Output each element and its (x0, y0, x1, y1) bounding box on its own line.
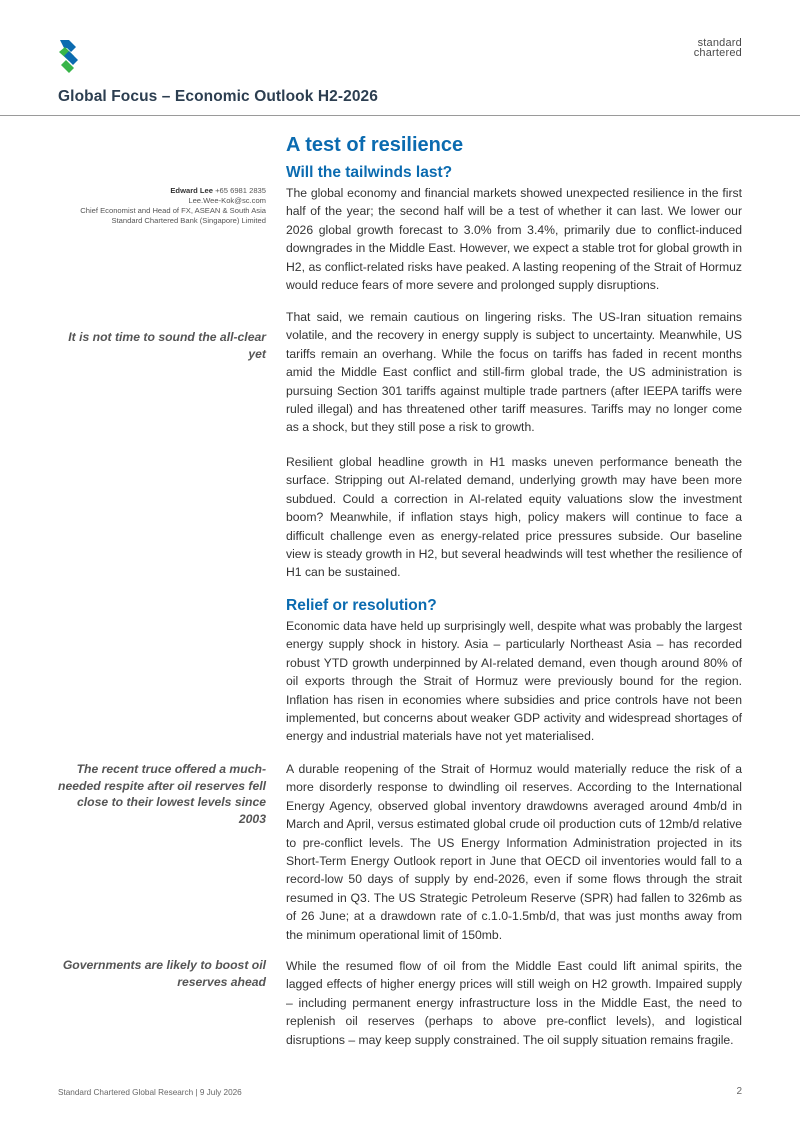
author-name: Edward Lee (170, 186, 213, 195)
paragraph: Economic data have held up surprisingly well, despite what was probably the largest energy supply shock in history. Asia – particularly Northeast Asia – has recorded robust YTD growth underpinned by AI-related demand, even though around 80% of oil exports through the Strait of Hormuz were previously bound for the region. Inflation has risen in economies where subsidies and price controls have not been implemented, but concerns about weaker GDP activity and widespread shortages of energy and industrial materials have not yet materialised. (286, 619, 742, 744)
report-title: Global Focus – Economic Outlook H2-2026 (58, 88, 378, 105)
section-heading-relief: Relief or resolution? (286, 597, 437, 614)
sidenote-reserves: Governments are likely to boost oil reserves ahead (62, 958, 266, 989)
brand-line-2: chartered (693, 47, 742, 59)
author-role: Chief Economist and Head of FX, ASEAN & South Asia (80, 206, 266, 215)
paragraph: That said, we remain cautious on lingering risks. The US-Iran situation remains volatile, and the recovery in energy supply is subject to uncertainty. Meanwhile, US tariffs remain an overhang. While the focus on tariffs has faded in recent months amid the Middle East conflict and still-firm global trade, the US administration is pursuing Section 301 tariffs against multiple trade partners (after IEEPA tariffs were ruled illegal) and has threatened other tariff measures. Tariffs may no longer come as a shock, but they still pose a risk to growth. (286, 310, 742, 435)
paragraph: Resilient global headline growth in H1 masks uneven performance beneath the surface. Stripping out AI-related demand, underlying growth may have been more subdued. Could a correction in AI-related equity valuations slow the investment boom? Meanwhile, if inflation stays high, policy makers will continue to face a difficult challenge even as energy-related price pressures subside. Our baseline view is steady growth in H2, but several headwinds will test whether the resilience of H1 can be sustained. (286, 455, 742, 580)
author-email: Lee.Wee-Kok@sc.com (188, 196, 266, 205)
author-phone: +65 6981 2835 (215, 186, 266, 195)
header-divider (0, 115, 800, 116)
brand-line-1: standard (697, 37, 742, 49)
article-title: A test of resilience (286, 134, 464, 156)
paragraph: The global economy and financial markets showed unexpected resilience in the first half of the year; the second half will be a test of whether it can last. We lower our 2026 global growth forecast to 3.0% from 3.4%, primarily due to conflict-induced downgrades in the Middle East. However, we expect a stable trot for global growth in H2, as conflict-related risks have peaked. A lasting reopening of the Strait of Hormuz would reduce fears of more severe and prolonged supply disruptions. (286, 186, 742, 293)
sidenote-truce: The recent truce offered a much-needed respite after oil reserves fell close to their lowest levels since 2003 (58, 762, 266, 826)
brand-wordmark (694, 38, 742, 58)
footer-source: Standard Chartered Global Research | 9 July 2026 (58, 1088, 242, 1097)
sidenote-all-clear: It is not time to sound the all-clear yet (68, 330, 266, 361)
page-number: 2 (736, 1086, 742, 1097)
paragraph: While the resumed flow of oil from the Middle East could lift animal spirits, the lagged effects of higher energy prices will still weigh on H2 growth. Impaired supply – including permanent energy infrastructure loss in the Middle East, the need to replenish oil reserves (perhaps to above pre-conflict levels), and logistical disruptions – may keep supply constrained. The oil supply situation remains fragile. (286, 959, 742, 1047)
author-org: Standard Chartered Bank (Singapore) Limited (111, 216, 266, 225)
section-heading-tailwinds: Will the tailwinds last? (286, 164, 453, 181)
author-block (26, 186, 266, 226)
standard-chartered-logo-icon (56, 38, 82, 76)
paragraph: A durable reopening of the Strait of Hormuz would materially reduce the risk of a more disorderly response to dwindling oil reserves. According to the International Energy Agency, observed global inventory drawdowns averaged around 4mb/d in March and April, versus estimated global crude oil production cuts of 12mb/d relative to pre-conflict levels. The US Energy Information Administration projected in its Short-Term Energy Outlook report in June that OECD oil inventories would fall to a record-low 50 days of supply by end-2026, even if some flows through the strait resumed in Q3. The US Strategic Petroleum Reserve (SPR) had fallen to 326mb as of 26 June; at a drawdown rate of c.1.0-1.5mb/d, that was just months away from the minimum operational limit of 150mb. (286, 762, 742, 942)
